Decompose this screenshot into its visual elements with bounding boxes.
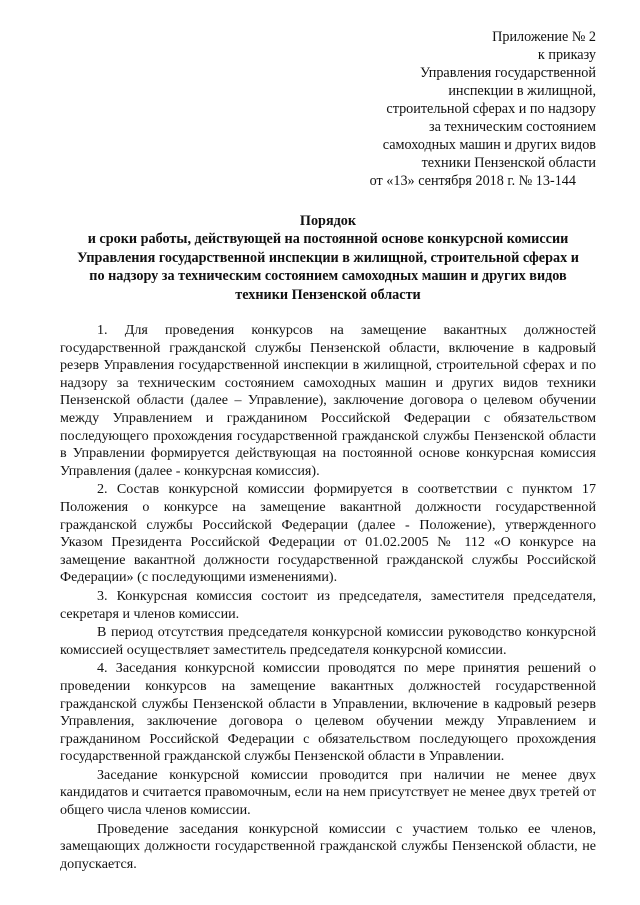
title-line: техники Пензенской области xyxy=(235,286,421,303)
annex-order-date: от «13» сентября 2018 г. № 13-144 xyxy=(369,173,576,189)
annex-line: к приказу xyxy=(537,47,596,63)
paragraph-1: 1. Для проведения конкурсов на замещение вакантных должностей государственной гражданской службы Пензенской области, включение в кадровый резерв Управления государственной инспекции в жилищной, строительной сферах и по надзору за техническим состоянием самоходных машин и других видов техники Пензенской области (далее – Управление), заключение договора о целевом обучении между Управлением и гражданином Российской Федерации с обязательством последующего прохождения государственной гражданской службы Пензенской области в Управлении формируется действующая на постоянной основе конкурсная комиссия Управления (далее - конкурсная комиссия). xyxy=(60,322,596,479)
title-line: и сроки работы, действующей на постоянной основе конкурсной комиссии xyxy=(87,231,569,248)
paragraph-4-quorum: Заседание конкурсной комиссии проводится при наличии не менее двух кандидатов и считается правомочным, если на нем присутствует не менее двух третей от общего числа членов комиссии. xyxy=(60,766,596,819)
annex-line: строительной сферах и по надзору xyxy=(386,101,596,117)
annex-line: Приложение № 2 xyxy=(492,29,596,45)
annex-line: самоходных машин и других видов xyxy=(382,137,596,153)
title-line: Порядок xyxy=(299,213,357,229)
annex-line: за техническим состоянием xyxy=(429,119,596,135)
annex-line: Управления государственной xyxy=(419,65,596,81)
document-body xyxy=(60,322,596,873)
document-page xyxy=(60,28,596,874)
paragraph-2: 2. Состав конкурсной комиссии формируется в соответствии с пунктом 17 Положения о конкурсе на замещение вакантной должности государственной гражданской службы Российской Федерации (далее - Положение), утвержденного Указом Президента Российской Федерации от 01.02.2005 № 112 «О конкурсе на замещение вакантной должности государственной гражданской службы Российской Федерации» (с последующими изменениями). xyxy=(60,481,596,586)
annex-header xyxy=(60,28,596,190)
paragraph-3-cont: В период отсутствия председателя конкурсной комиссии руководство конкурсной комиссией осуществляет заместитель председателя конкурсной комиссии. xyxy=(60,624,596,658)
paragraph-4-restriction: Проведение заседания конкурсной комиссии с участием только ее членов, замещающих должности государственной гражданской службы Пензенской области, не допускается. xyxy=(60,820,596,872)
paragraph-3: 3. Конкурсная комиссия состоит из председателя, заместителя председателя, секретаря и членов комиссии. xyxy=(60,587,596,622)
title-line: по надзору за техническим состоянием самоходных машин и других видов xyxy=(89,268,567,285)
annex-line: техники Пензенской области xyxy=(421,155,596,171)
document-title xyxy=(60,212,596,304)
annex-line: инспекции в жилищной, xyxy=(448,83,596,99)
title-line: Управления государственной инспекции в жилищной, строительной сферах и xyxy=(77,249,579,266)
paragraph-4: 4. Заседания конкурсной комиссии проводятся по мере принятия решений о проведении конкурсов на замещение вакантных должностей государственной гражданской службы Пензенской области в Управлении, включение в кадровый резерв Управления, заключение договора о целевом обучении между Управлением и гражданином Российской Федерации с обязательством последующего прохождения государственной гражданской службы Пензенской области в Управлении. xyxy=(60,660,596,765)
